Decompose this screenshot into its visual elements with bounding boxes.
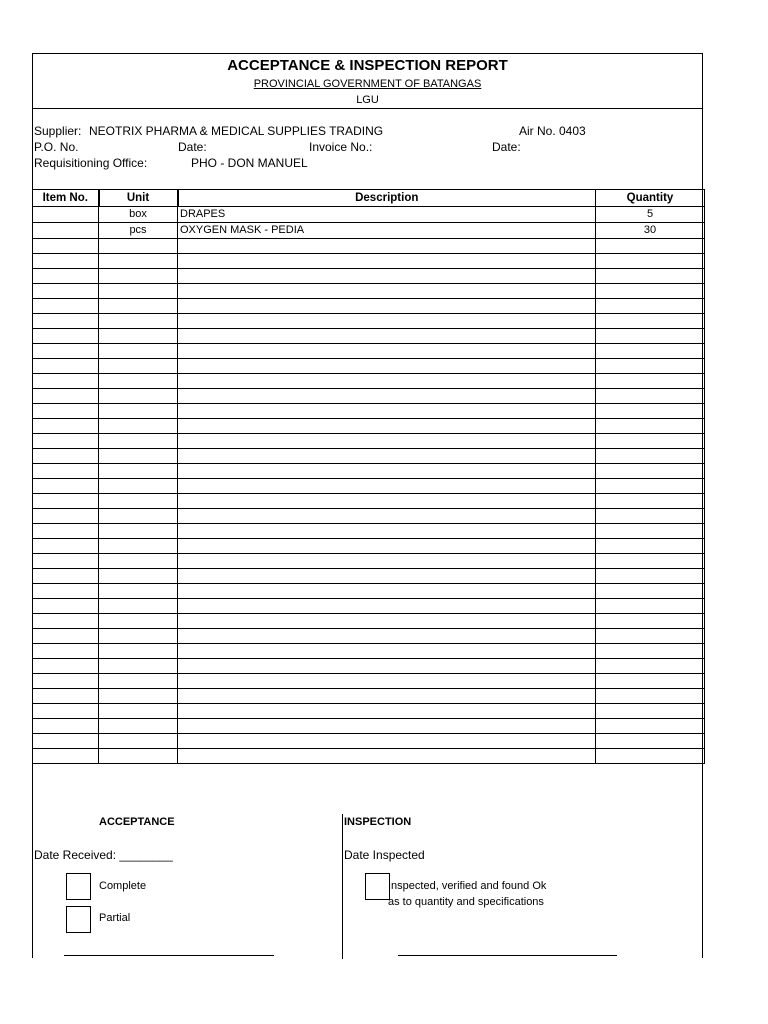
empty-cell — [178, 449, 596, 464]
empty-cell — [33, 284, 99, 299]
report-subtitle: PROVINCIAL GOVERNMENT OF BATANGAS — [253, 78, 482, 90]
empty-cell — [596, 569, 705, 584]
empty-cell — [596, 599, 705, 614]
empty-cell — [99, 404, 178, 419]
table-row-empty — [33, 569, 705, 584]
empty-cell — [99, 719, 178, 734]
table-row-empty — [33, 524, 705, 539]
empty-cell — [596, 614, 705, 629]
empty-cell — [33, 239, 99, 254]
table-row-empty — [33, 494, 705, 509]
empty-cell — [596, 269, 705, 284]
column-header-description: Description — [178, 190, 596, 207]
empty-cell — [33, 584, 99, 599]
empty-cell — [99, 374, 178, 389]
empty-cell — [178, 359, 596, 374]
empty-cell — [33, 674, 99, 689]
table-row-empty — [33, 554, 705, 569]
empty-cell — [178, 524, 596, 539]
empty-cell — [99, 434, 178, 449]
table-row-empty — [33, 734, 705, 749]
empty-cell — [596, 299, 705, 314]
empty-cell — [33, 434, 99, 449]
empty-cell — [178, 509, 596, 524]
table-row-empty — [33, 269, 705, 284]
empty-cell — [596, 404, 705, 419]
date-received-label: Date Received: ________ — [34, 848, 173, 862]
table-row-empty — [33, 599, 705, 614]
empty-cell — [178, 269, 596, 284]
cell-description: OXYGEN MASK - PEDIA — [178, 223, 596, 239]
empty-cell — [596, 704, 705, 719]
inspected-checkbox[interactable] — [365, 873, 390, 900]
air-number: Air No. 0403 — [519, 124, 586, 138]
invoice-number-label: Invoice No.: — [309, 140, 373, 154]
empty-cell — [596, 674, 705, 689]
table-row-empty — [33, 449, 705, 464]
empty-cell — [99, 689, 178, 704]
acceptance-signature-line — [64, 955, 274, 956]
inspection-signature-line — [398, 955, 617, 956]
empty-cell — [33, 644, 99, 659]
empty-cell — [99, 284, 178, 299]
empty-cell — [596, 389, 705, 404]
requisitioning-office-label: Requisitioning Office: — [34, 156, 148, 170]
empty-cell — [178, 254, 596, 269]
empty-cell — [99, 524, 178, 539]
table-row-empty — [33, 479, 705, 494]
empty-cell — [178, 659, 596, 674]
empty-cell — [178, 494, 596, 509]
acceptance-inspection-section — [33, 814, 702, 959]
empty-cell — [178, 344, 596, 359]
empty-cell — [596, 524, 705, 539]
empty-cell — [178, 569, 596, 584]
empty-cell — [178, 374, 596, 389]
empty-cell — [178, 674, 596, 689]
empty-cell — [33, 689, 99, 704]
empty-cell — [99, 509, 178, 524]
cell-unit: box — [99, 207, 178, 223]
table-row-empty — [33, 659, 705, 674]
table-header-row — [33, 190, 705, 207]
column-header-quantity: Quantity — [596, 190, 705, 207]
empty-cell — [99, 329, 178, 344]
empty-cell — [99, 554, 178, 569]
empty-cell — [99, 269, 178, 284]
empty-cell — [596, 479, 705, 494]
empty-cell — [33, 494, 99, 509]
table-row-empty — [33, 704, 705, 719]
partial-checkbox[interactable] — [66, 906, 91, 933]
empty-cell — [99, 299, 178, 314]
supplier-value: NEOTRIX PHARMA & MEDICAL SUPPLIES TRADING — [89, 124, 384, 138]
empty-cell — [178, 554, 596, 569]
empty-cell — [33, 449, 99, 464]
empty-cell — [33, 614, 99, 629]
empty-cell — [33, 524, 99, 539]
table-row — [33, 223, 705, 239]
empty-cell — [99, 494, 178, 509]
empty-cell — [33, 344, 99, 359]
table-row-empty — [33, 329, 705, 344]
empty-cell — [33, 404, 99, 419]
table-row-empty — [33, 389, 705, 404]
date-inspected-label: Date Inspected — [344, 848, 425, 862]
cell-unit: pcs — [99, 223, 178, 239]
column-header-item-no: Item No. — [33, 190, 99, 207]
empty-cell — [178, 239, 596, 254]
empty-cell — [99, 704, 178, 719]
table-row-empty — [33, 404, 705, 419]
cell-description: DRAPES — [178, 207, 596, 223]
empty-cell — [178, 434, 596, 449]
complete-label: Complete — [99, 880, 147, 892]
empty-cell — [596, 374, 705, 389]
table-row-empty — [33, 344, 705, 359]
table-row-empty — [33, 749, 705, 764]
complete-checkbox[interactable] — [66, 873, 91, 900]
empty-cell — [178, 629, 596, 644]
empty-cell — [596, 749, 705, 764]
report-lgu: LGU — [356, 94, 379, 106]
empty-cell — [178, 464, 596, 479]
empty-cell — [178, 584, 596, 599]
empty-cell — [33, 329, 99, 344]
empty-cell — [99, 254, 178, 269]
report-sheet — [32, 53, 703, 958]
empty-cell — [99, 419, 178, 434]
empty-cell — [596, 554, 705, 569]
empty-cell — [99, 584, 178, 599]
empty-cell — [33, 629, 99, 644]
empty-cell — [178, 734, 596, 749]
empty-cell — [99, 749, 178, 764]
table-row-empty — [33, 539, 705, 554]
table-row-empty — [33, 719, 705, 734]
section-divider — [342, 814, 343, 959]
items-table — [32, 189, 705, 764]
empty-cell — [596, 584, 705, 599]
table-row-empty — [33, 584, 705, 599]
cell-item-no — [33, 207, 99, 223]
empty-cell — [178, 284, 596, 299]
acceptance-heading: ACCEPTANCE — [99, 816, 175, 828]
partial-label: Partial — [99, 912, 131, 924]
table-body — [33, 207, 705, 764]
empty-cell — [596, 464, 705, 479]
empty-cell — [33, 734, 99, 749]
empty-cell — [99, 629, 178, 644]
empty-cell — [178, 404, 596, 419]
table-row-empty — [33, 254, 705, 269]
empty-cell — [99, 644, 178, 659]
report-header — [33, 54, 702, 109]
empty-cell — [33, 539, 99, 554]
column-header-unit: Unit — [99, 190, 178, 207]
empty-cell — [596, 734, 705, 749]
empty-cell — [99, 389, 178, 404]
supplier-label: Supplier: — [34, 124, 82, 138]
empty-cell — [99, 674, 178, 689]
empty-cell — [596, 344, 705, 359]
empty-cell — [596, 434, 705, 449]
table-row-empty — [33, 434, 705, 449]
table-row-empty — [33, 644, 705, 659]
empty-cell — [99, 344, 178, 359]
table-row-empty — [33, 614, 705, 629]
empty-cell — [178, 389, 596, 404]
empty-cell — [99, 734, 178, 749]
empty-cell — [596, 254, 705, 269]
table-row — [33, 207, 705, 223]
empty-cell — [33, 479, 99, 494]
empty-cell — [33, 374, 99, 389]
empty-cell — [178, 644, 596, 659]
po-number-label: P.O. No. — [34, 140, 79, 154]
empty-cell — [99, 449, 178, 464]
empty-cell — [596, 449, 705, 464]
empty-cell — [596, 329, 705, 344]
empty-cell — [596, 719, 705, 734]
empty-cell — [596, 314, 705, 329]
empty-cell — [33, 269, 99, 284]
table-row-empty — [33, 239, 705, 254]
empty-cell — [33, 569, 99, 584]
empty-cell — [596, 539, 705, 554]
empty-cell — [99, 659, 178, 674]
empty-cell — [596, 509, 705, 524]
empty-cell — [596, 689, 705, 704]
empty-cell — [33, 419, 99, 434]
empty-cell — [99, 239, 178, 254]
empty-cell — [33, 509, 99, 524]
invoice-date-label: Date: — [492, 140, 521, 154]
empty-cell — [178, 749, 596, 764]
inspection-statement-line1: Inspected, verified and found Ok — [388, 880, 547, 892]
empty-cell — [178, 419, 596, 434]
table-row-empty — [33, 464, 705, 479]
empty-cell — [33, 314, 99, 329]
report-title: ACCEPTANCE & INSPECTION REPORT — [227, 57, 508, 74]
table-row-empty — [33, 299, 705, 314]
empty-cell — [33, 719, 99, 734]
empty-cell — [596, 644, 705, 659]
empty-cell — [33, 554, 99, 569]
empty-cell — [178, 704, 596, 719]
empty-cell — [33, 599, 99, 614]
table-row-empty — [33, 629, 705, 644]
cell-item-no — [33, 223, 99, 239]
empty-cell — [178, 539, 596, 554]
table-row-empty — [33, 314, 705, 329]
empty-cell — [596, 659, 705, 674]
empty-cell — [99, 614, 178, 629]
requisitioning-office-value: PHO - DON MANUEL — [191, 156, 308, 170]
table-row-empty — [33, 374, 705, 389]
table-row-empty — [33, 284, 705, 299]
empty-cell — [33, 464, 99, 479]
table-row-empty — [33, 509, 705, 524]
inspection-heading: INSPECTION — [344, 816, 412, 828]
inspection-statement-line2: as to quantity and specifications — [388, 896, 544, 908]
empty-cell — [99, 464, 178, 479]
empty-cell — [33, 659, 99, 674]
empty-cell — [596, 494, 705, 509]
table-row-empty — [33, 419, 705, 434]
empty-cell — [178, 719, 596, 734]
cell-quantity: 5 — [596, 207, 705, 223]
empty-cell — [178, 329, 596, 344]
empty-cell — [99, 479, 178, 494]
empty-cell — [33, 704, 99, 719]
table-row-empty — [33, 359, 705, 374]
empty-cell — [596, 359, 705, 374]
empty-cell — [596, 284, 705, 299]
empty-cell — [178, 689, 596, 704]
po-date-label: Date: — [178, 140, 207, 154]
table-row-empty — [33, 689, 705, 704]
empty-cell — [33, 299, 99, 314]
empty-cell — [178, 479, 596, 494]
empty-cell — [33, 254, 99, 269]
cell-quantity: 30 — [596, 223, 705, 239]
supplier-info — [33, 109, 702, 189]
empty-cell — [99, 539, 178, 554]
empty-cell — [178, 314, 596, 329]
empty-cell — [33, 749, 99, 764]
empty-cell — [33, 389, 99, 404]
empty-cell — [178, 614, 596, 629]
empty-cell — [99, 569, 178, 584]
empty-cell — [99, 359, 178, 374]
empty-cell — [596, 239, 705, 254]
empty-cell — [178, 599, 596, 614]
table-row-empty — [33, 674, 705, 689]
empty-cell — [99, 599, 178, 614]
empty-cell — [33, 359, 99, 374]
empty-cell — [596, 629, 705, 644]
empty-cell — [596, 419, 705, 434]
empty-cell — [99, 314, 178, 329]
empty-cell — [178, 299, 596, 314]
